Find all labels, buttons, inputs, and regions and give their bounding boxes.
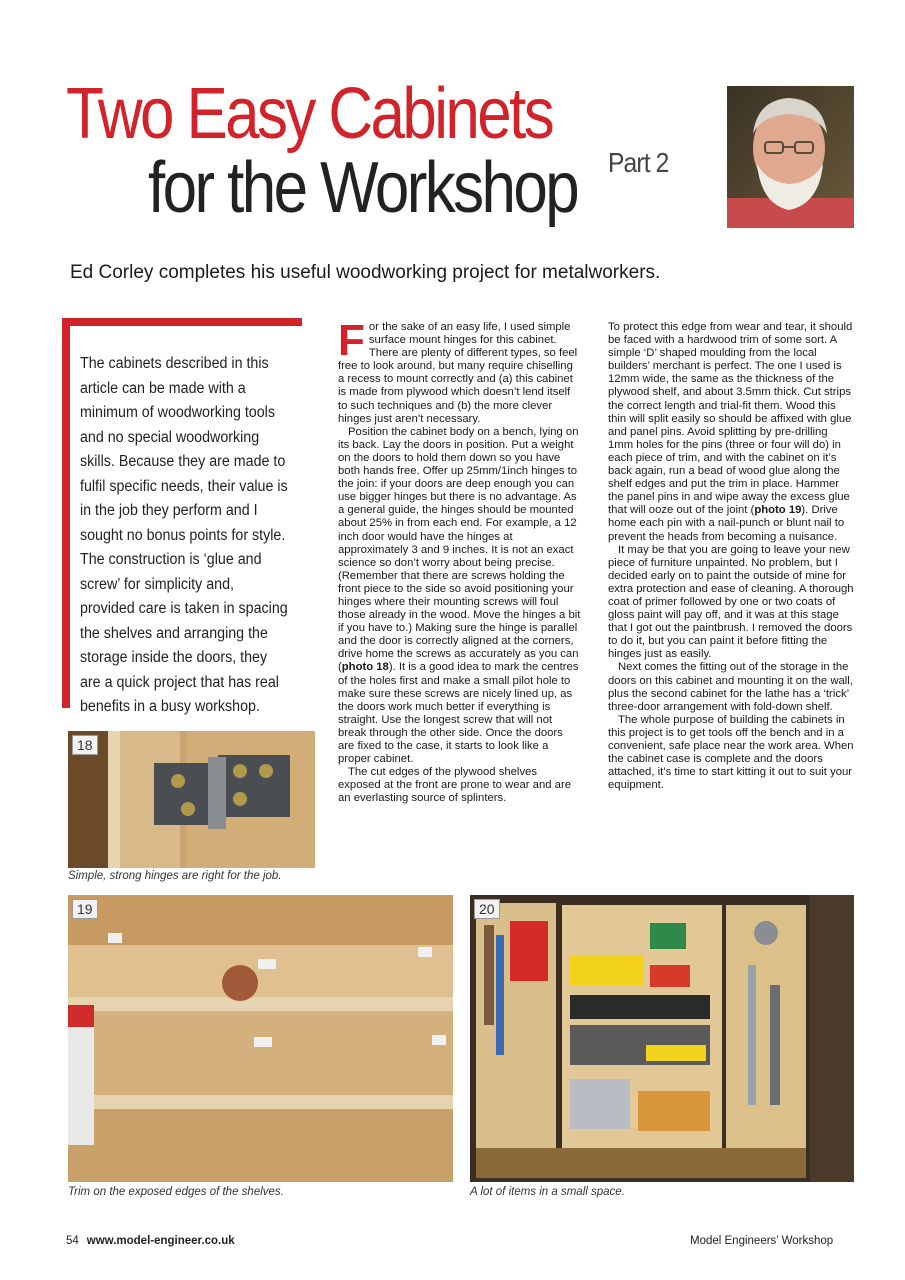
- paragraph: The cut edges of the plywood shelves exposed at the front are prone to wear and are an everlasting source of splinters.: [338, 766, 571, 805]
- paragraph: The whole purpose of building the cabinets in this project is to get tools off the bench and in a convenient, safe place near the work area. When the cabinet case is complete and the doors attached, it’s time to start kitting it out to suit your equipment.: [608, 713, 854, 792]
- footer-left: [66, 1235, 235, 1247]
- photo-number: 20: [474, 899, 500, 919]
- standfirst: Ed Corley completes his useful woodworking project for metalworkers.: [70, 262, 661, 283]
- part-label: Part 2: [608, 147, 669, 178]
- photo-18-caption: Simple, strong hinges are right for the job.: [68, 870, 282, 882]
- website-link[interactable]: www.model-engineer.co.uk: [86, 1235, 235, 1247]
- photo-20: [470, 895, 854, 1182]
- paragraph: It may be that you are going to leave your new piece of furniture unpainted. No problem, but I decided early on to paint the outside of mine for extra protection and ease of cleaning. A thorough coat of primer followed by one or two coats of gloss paint will pay off, and it was at this stage that I got out the paintbrush. I removed the doors to do it, but you can paint it before fitting the hinges just as easily.: [608, 543, 854, 661]
- paragraph: Next comes the fitting out of the storage in the doors on this cabinet and mounting it on the wall, plus the second cabinet for the lathe has a ‘trick’ three-door arrangement with fold-down shelf.: [608, 661, 853, 713]
- paragraph: Position the cabinet body on a bench, lying on its back. Lay the doors in position. Put a weight on the doors to hold them down so you have both hands free. Offer up 25mm/1inch hinges to the join: if your doors are deep enough you can use bigger hinges but there is no advantage. As a general guide, the hinges should be mounted about 25% in from each end. For example, a 12 inch door would have the hinges at approximately 3 and 9 inches. It is not an exact science so don’t worry about being precise. (Remember that there are screws holding the front piece to the side so avoid positioning your hinges where their mounting screws will foul those already in the wood. Move the hinges a bit if you have to.) Making sure the hinge is parallel and the door is correctly aligned at the corners, drive home the screws as accurately as you can (photo 18). It is a good idea to mark the centres of the holes first and make a small pilot hole to make sure these screws are nicely lined up, as the doors work much better if everything is straight. Use the longest screw that will not break through the other side. Once the doors are fixed to the case, it starts to look like a proper cabinet.: [338, 425, 581, 766]
- photo-20-caption: A lot of items in a small space.: [470, 1186, 625, 1198]
- intro-accent-top: [62, 318, 302, 326]
- photo-19-caption: Trim on the exposed edges of the shelves.: [68, 1186, 284, 1198]
- paragraph: For the sake of an easy life, I used simple surface mount hinges for this cabinet. There are plenty of different types, so feel free to look around, but many require chiselling a recess to mount correctly and (a) this cabinet is made from plywood which doesn’t lend itself to such techniques and (b) the more clever hinges just aren’t necessary.: [338, 316, 578, 425]
- title-line-1: Two Easy Cabinets: [66, 74, 553, 154]
- intro-box: [62, 318, 302, 715]
- photo-reference: photo 19: [754, 504, 802, 517]
- intro-text: The cabinets described in this article can be made with a minimum of woodworking tools and no special woodworking skills. Because they are made to fulfil specific needs, their value is in the job they perform and I sought no bonus points for style. The construction is ‘glue and screw’ for simplicity and, provided care is taken in spacing the shelves and arranging the storage inside the doors, they are a quick project that has real benefits in a busy workshop.: [80, 355, 288, 715]
- photo-19: [68, 895, 453, 1182]
- page-number: 54: [66, 1235, 79, 1247]
- intro-accent-left: [62, 318, 70, 708]
- drop-cap: F: [338, 316, 365, 365]
- author-portrait: [727, 86, 854, 228]
- title-line-2: for the Workshop: [148, 148, 578, 228]
- paragraph: To protect this edge from wear and tear, it should be faced with a hardwood trim of some sort. A simple ‘D’ shaped moulding from the local builders’ merchant is perfect. The one I used is 12mm wide, the same as the thickness of the plywood shelf, and about 3.5mm thick. Cut strips the correct length and trial-fit them. Wood this thin will split easily so should be affixed with glue and panel pins. Avoid splitting by pre-drilling 1mm holes for the pins (three or four will do) in each piece of trim, and with the cabinet on it’s back again, run a bead of wood glue along the shelf edges and put the trim in place. Hammer the panel pins in and wipe away the excess glue that will ooze out of the joint (photo 19). Drive home each pin with a nail-punch or blunt nail to prevent the heads from becoming a nuisance.: [608, 321, 853, 543]
- photo-reference: photo 18: [341, 661, 389, 674]
- body-column-1: [338, 316, 582, 805]
- photo-number: 19: [72, 899, 98, 919]
- body-column-2: [608, 321, 854, 792]
- photo-number: 18: [72, 735, 98, 755]
- magazine-name: Model Engineers’ Workshop: [690, 1235, 834, 1247]
- photo-18: [68, 731, 315, 868]
